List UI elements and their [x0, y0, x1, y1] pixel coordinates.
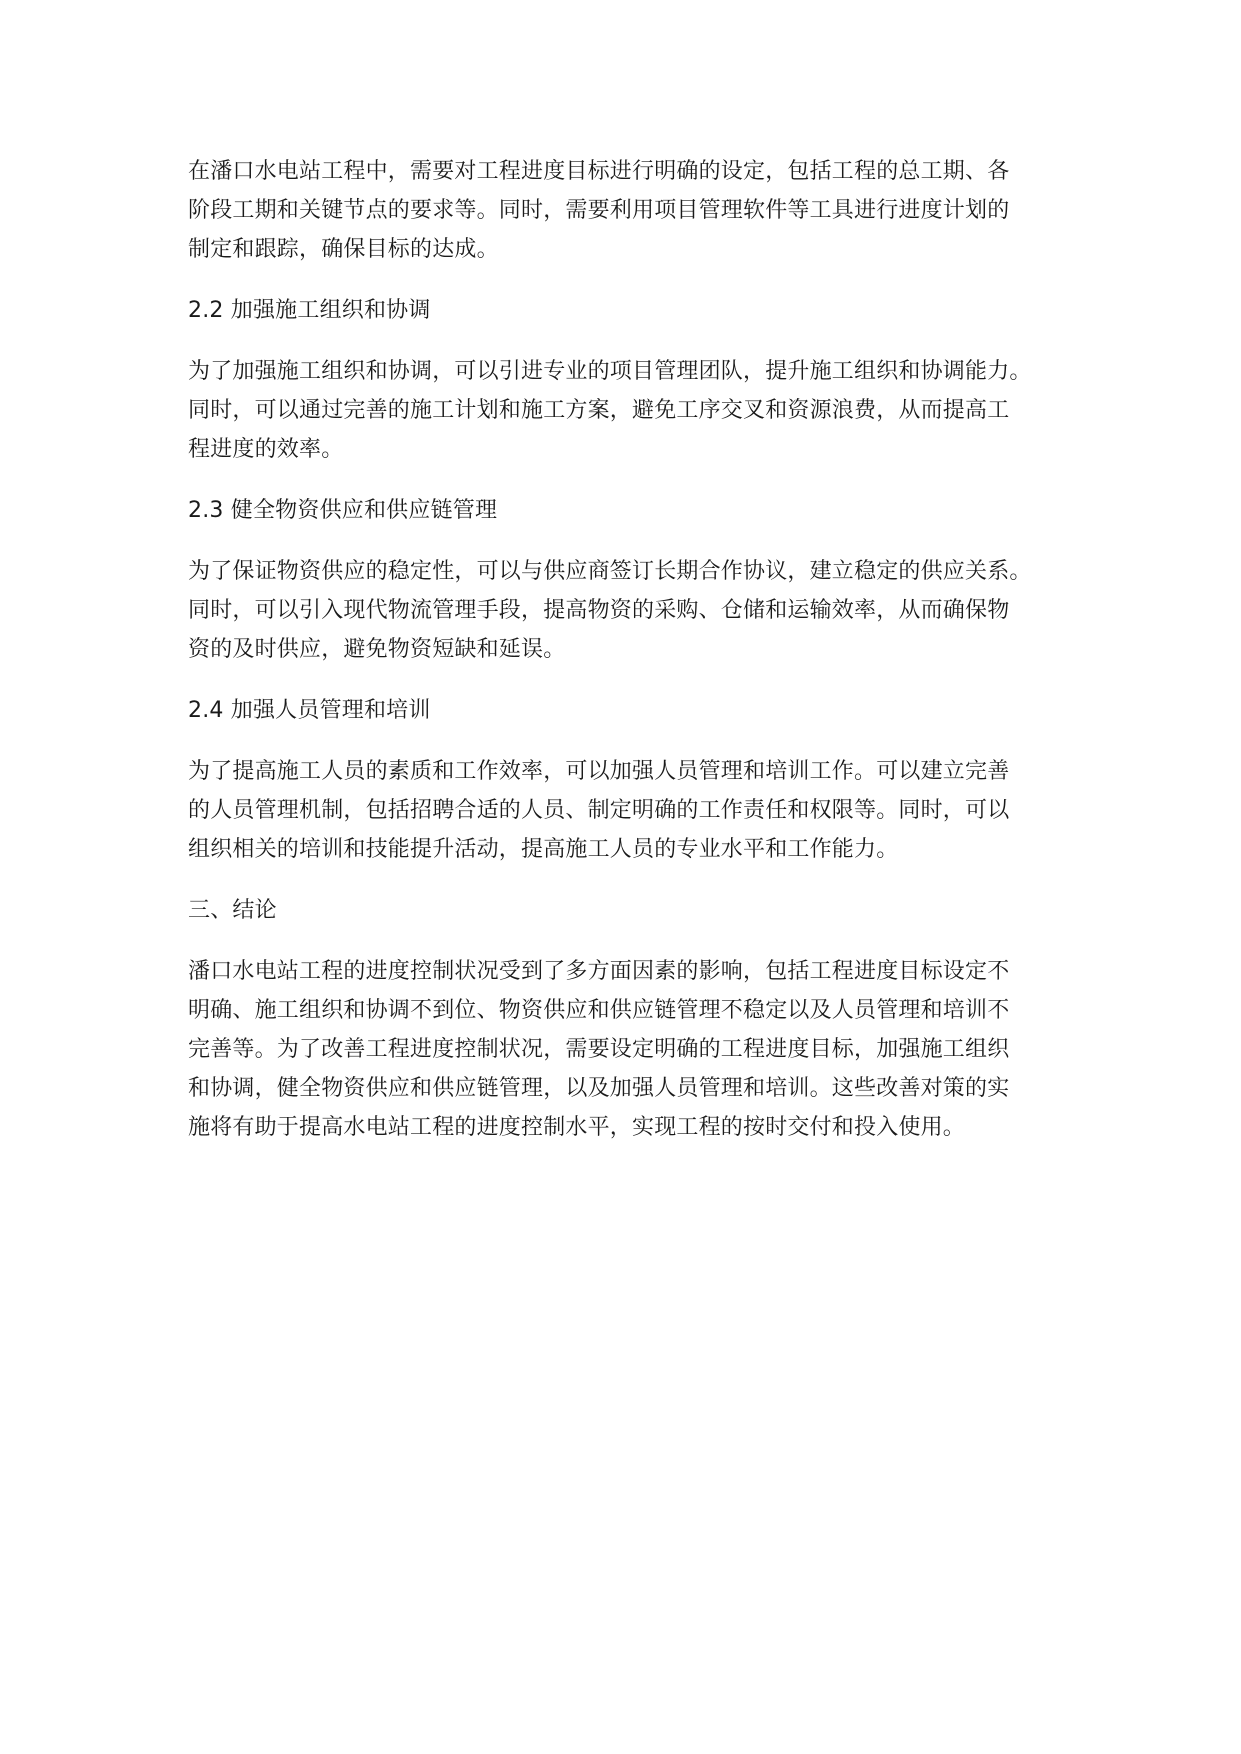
section-heading-2-2: 2.2 加强施工组织和协调 — [188, 298, 431, 323]
paragraph-conclusion: 潘口水电站工程的进度控制状况受到了多方面因素的影响，包括工程进度目标设定不 明确、施工组织和协调不到位、物资供应和供应链管理不稳定以及人员管理和培训不 完善等。为了改善工程进度控制状况，需要设定明确的工程进度目标，加强施工组织 和协调，健全物资供应和供应链管理，以及加强人员管理和培训。这些改善对策的实 施将有助于提高水电站工程的进度控制水平，实现工程的按时交付和投入使用。 — [188, 959, 1010, 1140]
paragraph-progress-target: 在潘口水电站工程中，需要对工程进度目标进行明确的设定，包括工程的总工期、各 阶段工期和关键节点的要求等。同时，需要利用项目管理软件等工具进行进度计划的 制定和跟踪，确保目标的达成。 — [188, 159, 1010, 262]
section-heading-conclusion: 三、结论 — [188, 898, 277, 923]
paragraph-personnel-training: 为了提高施工人员的素质和工作效率，可以加强人员管理和培训工作。可以建立完善 的人员管理机制，包括招聘合适的人员、制定明确的工作责任和权限等。同时，可以 组织相关的培训和技能提升活动，提高施工人员的专业水平和工作能力。 — [188, 759, 1010, 862]
spacer — [188, 869, 1068, 891]
paragraph-material-supply: 为了保证物资供应的稳定性，可以与供应商签订长期合作协议，建立稳定的供应关系。 同时，可以引入现代物流管理手段，提高物资的采购、仓储和运输效率，从而确保物 资的及时供应，避免物资短缺和延误。 — [188, 559, 1032, 662]
spacer — [188, 269, 1068, 291]
section-heading-2-3: 2.3 健全物资供应和供应链管理 — [188, 498, 498, 523]
spacer — [188, 730, 1068, 752]
paragraph-construction-coordination: 为了加强施工组织和协调，可以引进专业的项目管理团队，提升施工组织和协调能力。 同时，可以通过完善的施工计划和施工方案，避免工序交叉和资源浪费，从而提高工 程进度的效率。 — [188, 359, 1032, 462]
spacer — [188, 469, 1068, 491]
spacer — [188, 930, 1068, 952]
spacer — [188, 330, 1068, 352]
spacer — [188, 530, 1068, 552]
section-heading-2-4: 2.4 加强人员管理和培训 — [188, 698, 431, 723]
document-body — [188, 152, 1068, 1147]
spacer — [188, 669, 1068, 691]
